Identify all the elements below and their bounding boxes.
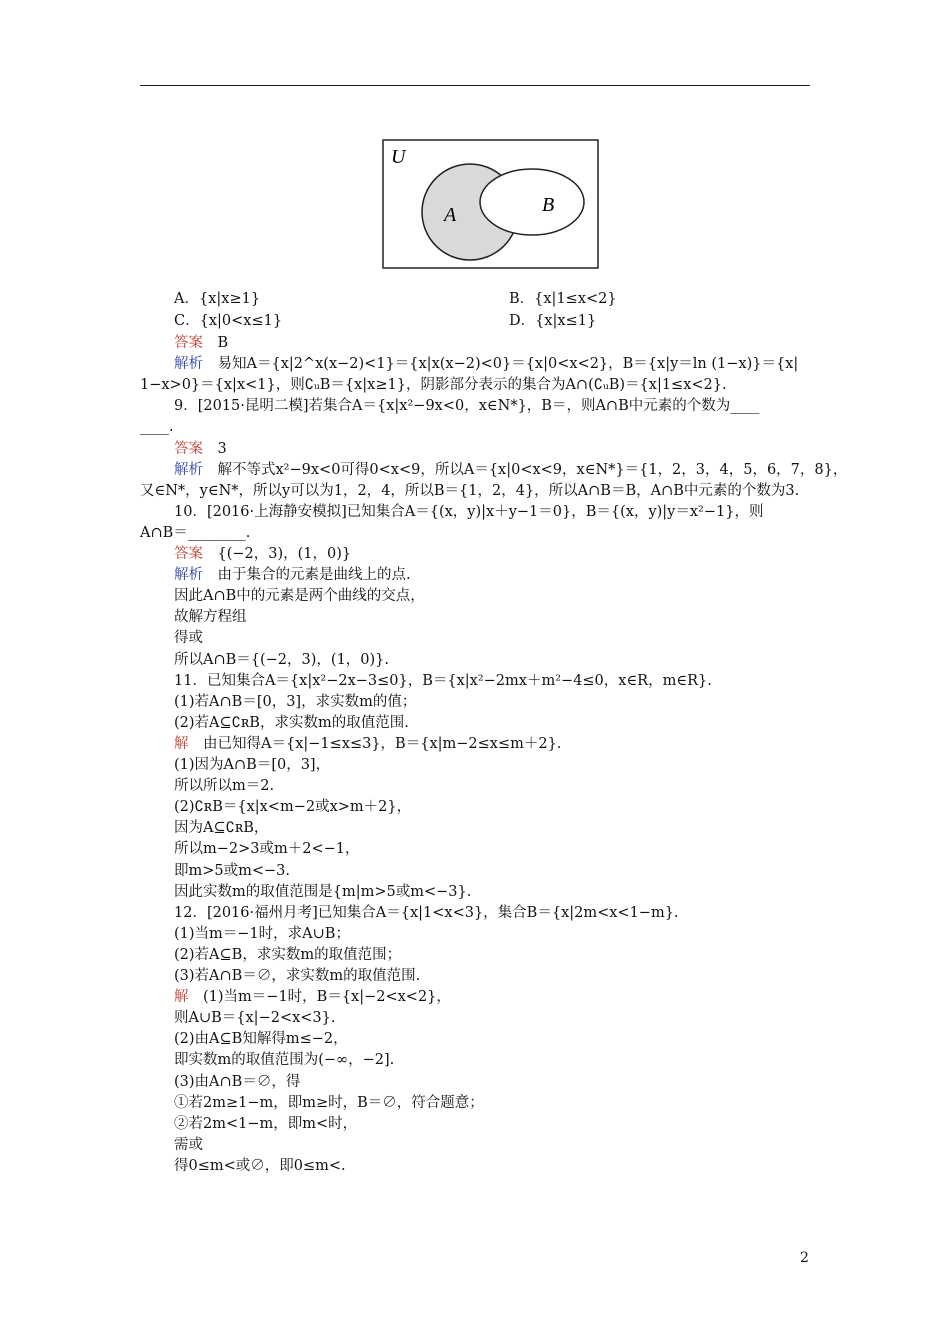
- text-line: [174, 1156, 346, 1176]
- set-a-label: A: [444, 204, 457, 226]
- text-line: [140, 523, 250, 543]
- answer-label: 答案: [174, 546, 203, 562]
- text-line: [174, 797, 411, 817]
- answer-label: 答案: [174, 335, 203, 351]
- line-text: 则A∪B＝{x|−2<x<3}.: [174, 1010, 336, 1027]
- text-line: [174, 903, 679, 923]
- line-text: {(−2，3)，(1，0)}: [217, 546, 352, 562]
- line-text: ②若2m<1−m，即m<时，: [174, 1115, 358, 1132]
- line-text: B: [217, 335, 229, 351]
- option-d: D．{x|x≤1}: [509, 313, 597, 329]
- line-text: 所以A∩B＝{(−2，3)，(1，0)}.: [174, 651, 390, 668]
- text-line: [174, 439, 227, 459]
- line-text: 1−x>0}＝{x|x<1}，则∁ᵤB＝{x|x≥1}，阴影部分表示的集合为A∩(∁ᵤB)＝{x|1≤x<2}.: [140, 377, 727, 394]
- line-text: (2)若A⊆B，求实数m的取值范围；: [174, 946, 402, 963]
- text-line: [174, 839, 360, 859]
- line-text: 得0≤m<或∅，即0≤m<.: [174, 1157, 346, 1174]
- line-text: (1)若A∩B＝[0，3]，求实数m的值；: [174, 693, 417, 710]
- text-line: [174, 607, 247, 627]
- explain-label: 解析: [174, 356, 203, 373]
- text-line: [174, 755, 330, 775]
- line-text: 即m>5或m<−3.: [174, 862, 291, 879]
- text-line: [174, 565, 411, 585]
- line-text: 9．[2015·昆明二模]若集合A＝{x|x²−9x<0，x∈N*}，B＝，则A∩B中元素的个数为____: [174, 398, 760, 415]
- text-line: [174, 1072, 300, 1092]
- universe-label: U: [391, 146, 406, 168]
- text-line: [174, 945, 401, 965]
- line-text: 因为A⊆∁ʀB，: [174, 820, 269, 837]
- text-line: [174, 396, 759, 416]
- line-text: 因此实数m的取值范围是{m|m>5或m<−3}.: [174, 883, 472, 900]
- text-line: [174, 818, 268, 838]
- text-line: [140, 375, 727, 395]
- text-line: [174, 502, 763, 522]
- text-line: [140, 481, 799, 501]
- line-text: (2)由A⊆B知解得m≤−2，: [174, 1031, 348, 1048]
- set-b-ellipse: [480, 169, 584, 235]
- text-line: [140, 417, 174, 437]
- line-text: (2)∁ʀB＝{x|x<m−2或x>m＋2}，: [174, 799, 412, 816]
- line-text: ①若2m≥1−m，即m≥时，B＝∅，符合题意；: [174, 1094, 484, 1111]
- line-text: 故解方程组: [174, 609, 247, 626]
- page-number: 2: [800, 1250, 809, 1266]
- text-line: [174, 713, 409, 733]
- text-line: [174, 1135, 203, 1155]
- line-text: 因此A∩B中的元素是两个曲线的交点，: [174, 588, 425, 605]
- venn-diagram: [382, 139, 599, 269]
- line-text: 10．[2016·上海静安模拟]已知集合A＝{(x，y)|x＋y−1＝0}，B＝{(x，y)|y＝x²−1}，则: [174, 503, 764, 520]
- line-text: 11．已知集合A＝{x|x²−2x−3≤0}，B＝{x|x²−2mx＋m²−4≤0，x∈R，m∈R}.: [174, 672, 712, 689]
- solve-label: 解: [174, 735, 189, 752]
- option-c: C．{x|0<x≤1}: [174, 313, 283, 329]
- line-text: (2)若A⊆∁ʀB，求实数m的取值范围.: [174, 714, 409, 731]
- text-line: [174, 333, 228, 353]
- text-line: [174, 1050, 394, 1070]
- line-text: (1)当m＝−1时，B＝{x|−2<x<2}，: [203, 989, 451, 1006]
- line-text: 3: [217, 440, 227, 457]
- line-text: (3)由A∩B＝∅，得: [174, 1073, 301, 1090]
- option-a: A．{x|x≥1}: [174, 291, 261, 307]
- line-text: 即实数m的取值范围为(−∞，−2].: [174, 1052, 395, 1069]
- text-line: [174, 776, 274, 796]
- text-line: [174, 882, 471, 902]
- line-text: (1)因为A∩B＝[0，3]，: [174, 757, 331, 773]
- text-line: [174, 460, 847, 480]
- text-line: [174, 650, 389, 670]
- explain-label: 解析: [174, 567, 203, 584]
- line-text: 解不等式x²−9x<0可得0<x<9，所以A＝{x|0<x<9，x∈N*}＝{1，2，3，4，5，6，7，8}，: [217, 461, 848, 478]
- line-text: 需或: [174, 1136, 203, 1153]
- text-line: [174, 628, 203, 648]
- solve-label: 解: [174, 989, 189, 1006]
- line-text: 由于集合的元素是曲线上的点.: [217, 567, 411, 584]
- set-b-label: B: [542, 194, 555, 216]
- option-b: B．{x|1≤x<2}: [509, 291, 617, 307]
- text-line: [174, 544, 351, 564]
- line-text: (3)若A∩B＝∅，求实数m的取值范围.: [174, 968, 421, 984]
- header-rule: [140, 85, 810, 86]
- text-line: [174, 671, 712, 691]
- text-line: [174, 586, 425, 606]
- text-line: [174, 1093, 484, 1113]
- line-text: 易知A＝{x|2^x(x−2)<1}＝{x|x(x−2)<0}＝{x|0<x<2}，B＝{x|y＝ln (1−x)}＝{x|: [217, 356, 799, 373]
- text-line: [174, 734, 561, 754]
- text-line: [174, 1008, 335, 1028]
- line-text: 所以m−2>3或m＋2<−1，: [174, 841, 360, 858]
- line-text: 12．[2016·福州月考]已知集合A＝{x|1<x<3}，集合B＝{x|2m<x<1−m}.: [174, 904, 679, 921]
- line-text: ____.: [140, 419, 174, 436]
- text-line: [174, 1029, 348, 1049]
- text-line: [174, 861, 290, 881]
- explain-label: 解析: [174, 461, 203, 478]
- text-line: [174, 354, 798, 374]
- line-text: A∩B＝________.: [140, 524, 251, 541]
- text-line: [174, 1114, 357, 1134]
- answer-label: 答案: [174, 440, 203, 457]
- line-text: 得或: [174, 630, 203, 647]
- line-text: 所以所以m＝2.: [174, 778, 275, 795]
- text-line: [174, 987, 451, 1007]
- text-line: [174, 692, 416, 712]
- line-text: 由已知得A＝{x|−1≤x≤3}，B＝{x|m−2≤x≤m＋2}.: [203, 735, 562, 752]
- line-text: 又∈N*，y∈N*，所以y可以为1，2，4，所以B＝{1，2，4}，所以A∩B＝B，A∩B中元素的个数为3.: [140, 482, 800, 499]
- text-line: [174, 924, 350, 944]
- line-text: (1)当m＝−1时，求A∪B；: [174, 925, 350, 942]
- text-line: [174, 966, 420, 986]
